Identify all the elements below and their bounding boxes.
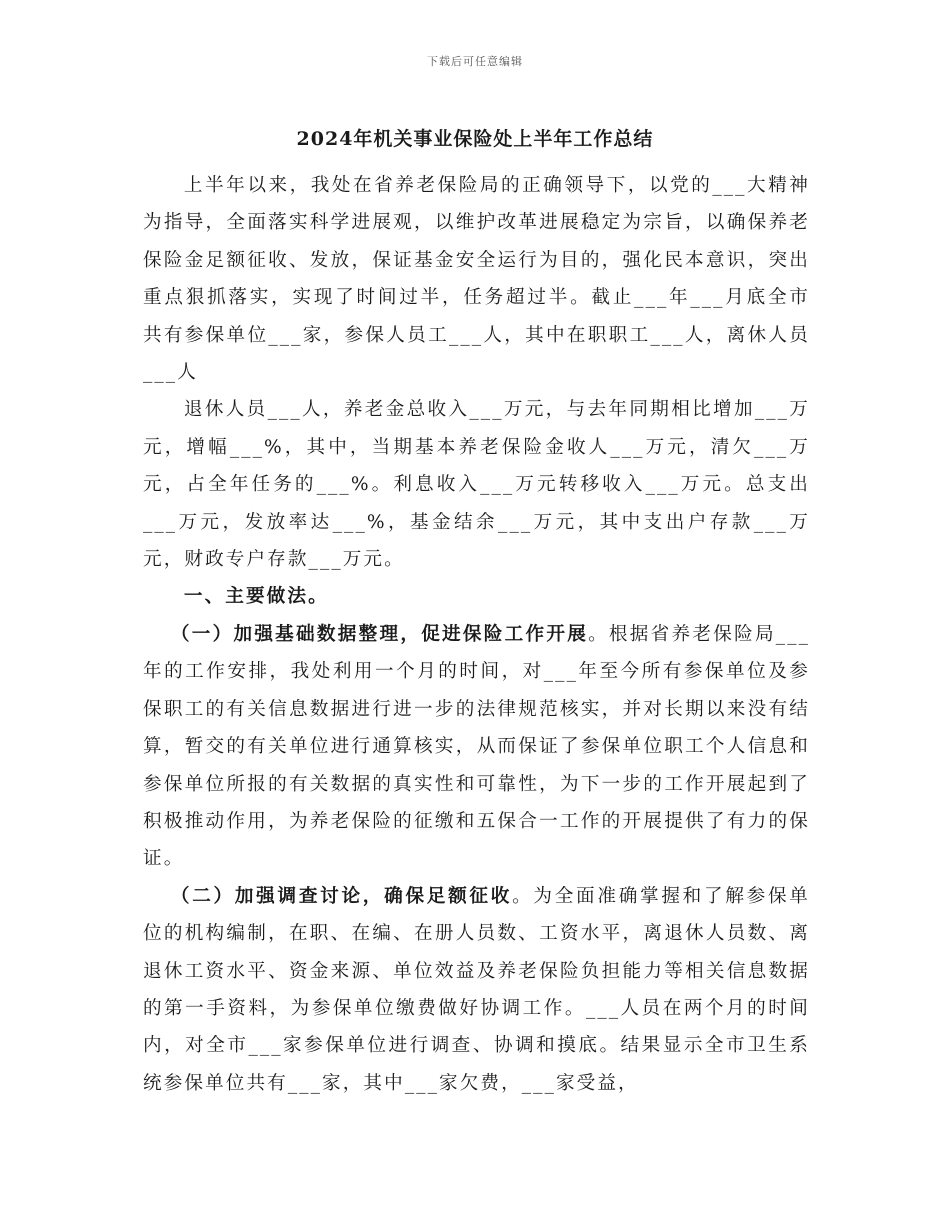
document-body [143,167,810,1102]
intro-paragraph: 上半年以来，我处在省养老保险局的正确领导下，以党的___大精神为指导，全面落实科学进展观，以维护改革进展稳定为宗旨，以确保养老保险金足额征收、发放，保证基金安全运行为目的，强化民本意识，突出重点狠抓落实，实现了时间过半，任务超过半。截止___年___月底全市共有参保单位___家，参保人员工___人，其中在职职工___人，离休人员___人 [143,175,810,384]
statistics-paragraph: 退休人员___人，养老金总收入___万元，与去年同期相比增加___万元，增幅___%，其中，当期基本养老保险金收人___万元，清欠___万元，占全年任务的___%。利息收入___万元转移收入___万元。总支出___万元，发放率达___%，基金结余___万元，其中支出户存款___万元，财政专户存款___万元。 [143,399,810,571]
page-header-note: 下载后可任意编辑 [427,55,523,68]
subsection-1-heading: （一）加强基础数据整理，促进保险工作开展 [170,623,589,645]
subsection-1-paragraph [143,616,810,878]
subsection-2-paragraph [143,878,810,1102]
section-heading-main-practices: 一、主要做法。 [183,586,329,608]
subsection-2-heading: （二）加强调查讨论，确保足额征收 [170,885,513,907]
subsection-2-text: 。为全面准确掌握和了解参保单位的机构编制，在职、在编、在册人员数、工资水平，离退休人员数、离退休工资水平、资金来源、单位效益及养老保险负担能力等相关信息数据的第一手资料，为参保单位缴费做好协调工作。___人员在两个月的时间内，对全市___家参保单位进行调查、协调和摸底。结果显示全市卫生系统参保单位共有___家，其中___家欠费，___家受益， [143,885,810,1094]
subsection-1-text: 。根据省养老保险局___年的工作安排，我处利用一个月的时间，对___年至今所有参保单位及参保职工的有关信息数据进行进一步的法律规范核实，并对长期以来没有结算，暂交的有关单位进行通算核实，从而保证了参保单位职工个人信息和参保单位所报的有关数据的真实性和可靠性，为下一步的工作开展起到了积极推动作用，为养老保险的征缴和五保合一工作的开展提供了有力的保证。 [143,623,810,870]
document-title: 2024年机关事业保险处上半年工作总结 [296,128,654,150]
